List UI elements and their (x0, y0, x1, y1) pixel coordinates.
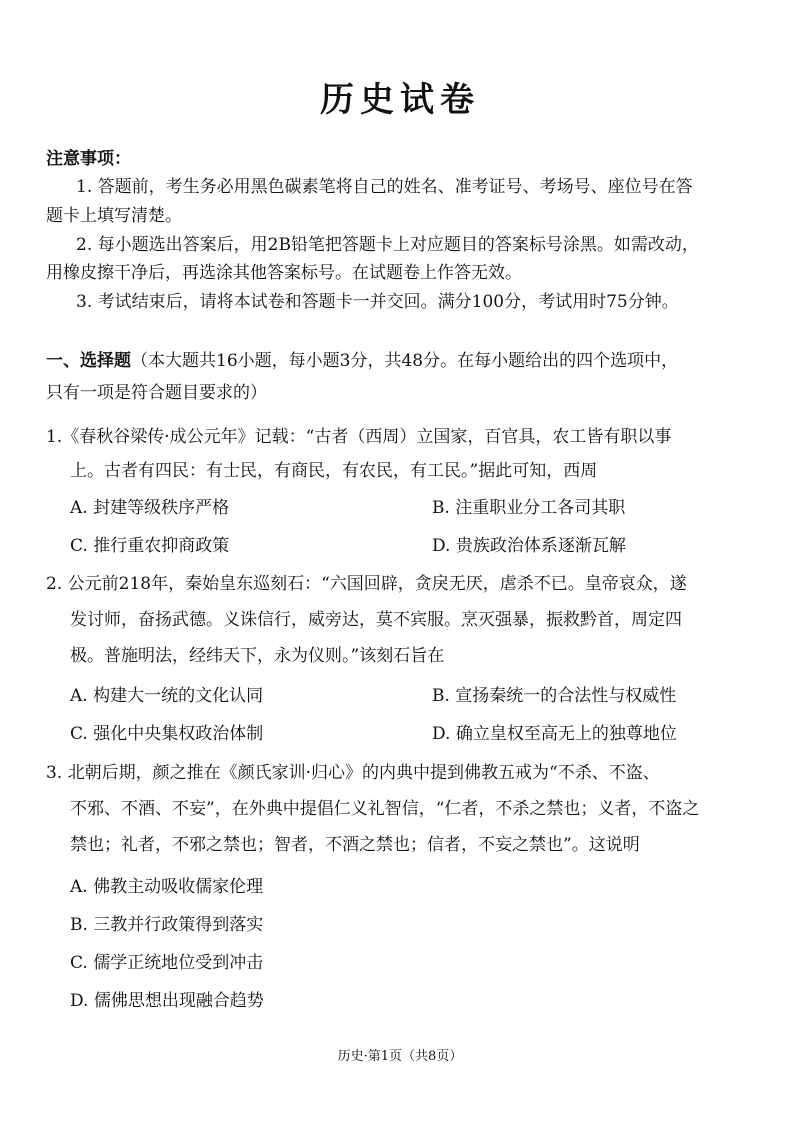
question-2-option-c: C. 强化中央集权政治体制 (70, 724, 264, 744)
question-3-stem: 不邪、不酒、不妄”，在外典中提倡仁义礼智信，“仁者，不杀之禁也；义者，不盗之 (70, 799, 700, 819)
question-2-stem: 发讨师，奋扬武德。义诛信行，威旁达，莫不宾服。烹灭强暴，振救黔首，周定四 (70, 610, 682, 630)
notice-heading: 注意事项： (46, 149, 131, 169)
page-footer: 历史·第1页（共8页） (337, 1049, 463, 1064)
section-description-cont: 只有一项是符合题目要求的） (46, 383, 267, 403)
question-3-option-d: D. 儒佛思想出现融合趋势 (70, 991, 264, 1011)
notice-line: 1. 答题前，考生务必用黑色碳素笔将自己的姓名、准考证号、考场号、座位号在答 (76, 177, 693, 197)
question-2-stem: 2. 公元前218年，秦始皇东巡刻石：“六国回辟，贪戾无厌，虐杀不已。皇帝哀众，遂 (46, 574, 687, 594)
question-1-option-a: A. 封建等级秩序严格 (70, 498, 230, 518)
section-heading-line (46, 350, 678, 372)
notice-line: 3. 考试结束后，请将本试卷和答题卡一并交回。满分100分，考试用时75分钟。 (76, 292, 679, 312)
question-3-option-b: B. 三教并行政策得到落实 (70, 915, 264, 935)
question-1-option-b: B. 注重职业分工各司其职 (432, 498, 626, 518)
section-heading: 一、选择题 (46, 351, 131, 371)
notice-line: 用橡皮擦干净后，再选涂其他答案标号。在试题卷上作答无效。 (46, 263, 522, 283)
question-2-option-a: A. 构建大一统的文化认同 (70, 686, 264, 706)
question-2-stem: 极。普施明法，经纬天下，永为仪则。”该刻石旨在 (70, 646, 445, 666)
question-3-stem: 3. 北朝后期，颜之推在《颜氏家训·归心》的内典中提到佛教五戒为“不杀、不盗、 (46, 763, 660, 783)
section-description: （本大题共16小题，每小题3分，共48分。在每小题给出的四个选项中， (131, 351, 679, 371)
question-1-option-c: C. 推行重农抑商政策 (70, 536, 230, 556)
question-1-stem: 1.《春秋谷梁传·成公元年》记载：“古者（西周）立国家，百官具，农工皆有职以事 (46, 427, 672, 447)
question-3-stem: 禁也；礼者，不邪之禁也；智者，不酒之禁也；信者，不妄之禁也”。这说明 (70, 835, 640, 855)
question-1-stem: 上。古者有四民：有士民，有商民，有农民，有工民。”据此可知，西周 (70, 461, 598, 481)
notice-line: 题卡上填写清楚。 (46, 206, 182, 226)
question-1-option-d: D. 贵族政治体系逐渐瓦解 (432, 536, 626, 556)
question-3-option-a: A. 佛教主动吸收儒家伦理 (70, 877, 264, 897)
question-2-option-d: D. 确立皇权至高无上的独尊地位 (432, 724, 677, 744)
notice-line: 2. 每小题选出答案后，用2B铅笔把答题卡上对应题目的答案标号涂黑。如需改动， (76, 235, 699, 255)
question-2-option-b: B. 宣扬秦统一的合法性与权威性 (432, 686, 677, 706)
question-3-option-c: C. 儒学正统地位受到冲击 (70, 953, 264, 973)
page-title: 历史试卷 (320, 80, 480, 120)
